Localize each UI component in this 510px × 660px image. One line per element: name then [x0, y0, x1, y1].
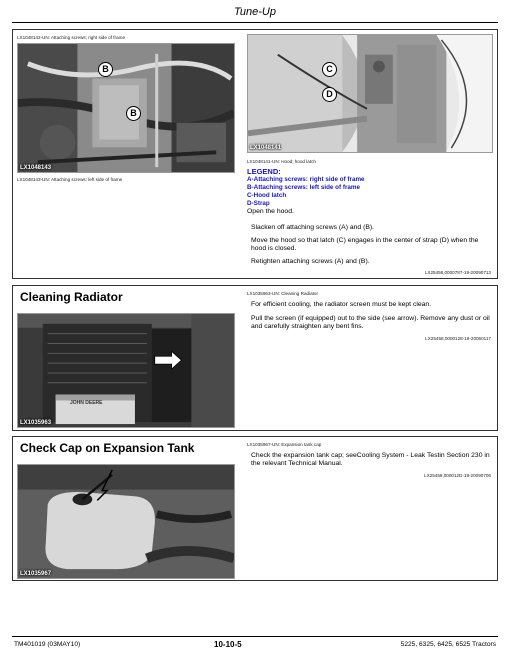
radiator-reference-code: LX25458,0000128-19-20060117	[425, 336, 491, 341]
photo-expansion-tank	[17, 464, 235, 579]
cleaning-radiator-block	[12, 285, 498, 431]
callout-d: D	[322, 87, 337, 102]
step-open-hood: Open the hood.	[247, 208, 294, 215]
radiator-photo-graphic	[18, 314, 234, 427]
callout-b-upper: B	[98, 62, 113, 77]
header-rule	[12, 22, 498, 23]
caption-left-frame: LX1048143-UN: Attaching screws; left side of frame	[17, 177, 123, 182]
photo-id-tank: LX1035967	[20, 571, 52, 577]
tank-paragraph-1: Check the expansion tank cap; seeCooling System - Leak Testin Section 230 in the relevant Technical Manual.	[251, 452, 490, 467]
photo-id-radiator: LX1035963	[20, 420, 52, 426]
footer-rule	[12, 636, 498, 637]
caption-right-frame: LX1048142-UN: Attaching screws; right side of frame	[17, 35, 126, 40]
radiator-paragraph-1: For efficient cooling, the radiator screen must be kept clean.	[251, 301, 432, 308]
photo-hood-latch	[247, 34, 493, 153]
step-slacken-screws: Slacken off attaching screws (A) and (B).	[251, 224, 375, 231]
step-move-hood: Move the hood so that latch (C) engages in the center of strap (D) when the hood is closed.	[251, 237, 479, 252]
caption-tank: LX1035967-UN: Expansion tank cap	[247, 442, 322, 447]
battery-label: JOHN DEERE	[70, 400, 103, 406]
legend-item-a: A-Attaching screws: right side of frame	[247, 176, 365, 183]
photo-id-right: LX1048141	[250, 145, 282, 151]
legend-item-c: C-Hood latch	[247, 192, 287, 199]
legend-title: LEGEND:	[247, 167, 281, 176]
page-header	[0, 0, 510, 22]
footer-doc-id: TM401019 (03MAY10)	[14, 641, 81, 648]
tank-photo-graphic	[18, 465, 234, 578]
hood-photo-graphic	[248, 35, 492, 152]
radiator-paragraph-2: Pull the screen (if equipped) out to the side (see arrow). Remove any dust or oil and carefully straighten any bent fins.	[251, 315, 490, 330]
header-title: Tune-Up	[234, 6, 276, 18]
photo-id-left: LX1048143	[20, 165, 52, 171]
section-title: Check Cap on Expansion Tank	[20, 441, 195, 455]
callout-b-lower: B	[126, 106, 141, 121]
photo-radiator	[17, 313, 235, 428]
callout-c: C	[322, 62, 337, 77]
footer-page-number: 10-10-5	[214, 640, 242, 649]
expansion-tank-block	[12, 436, 498, 581]
step-retighten-screws: Retighten attaching screws (A) and (B).	[251, 258, 370, 265]
photo-frame-screws	[17, 43, 235, 173]
tank-reference-code: LX25458,000012D-19-20090706	[424, 473, 491, 478]
caption-radiator: LX1035963-UN: Cleaning Radiator	[247, 291, 318, 296]
footer-models: 5225, 6325, 6425, 6525 Tractors	[400, 641, 496, 648]
section-title: Cleaning Radiator	[20, 290, 123, 304]
hood-adjustment-block	[12, 29, 498, 279]
engine-photo-graphic	[18, 44, 234, 172]
reference-code: LX25458,0000787-19-20090713	[424, 270, 491, 275]
legend-item-b: B-Attaching screws: left side of frame	[247, 184, 361, 191]
caption-hood-latch: LX1048141-UN: Hood; hood latch	[247, 159, 316, 164]
legend-item-d: D-Strap	[247, 200, 270, 207]
